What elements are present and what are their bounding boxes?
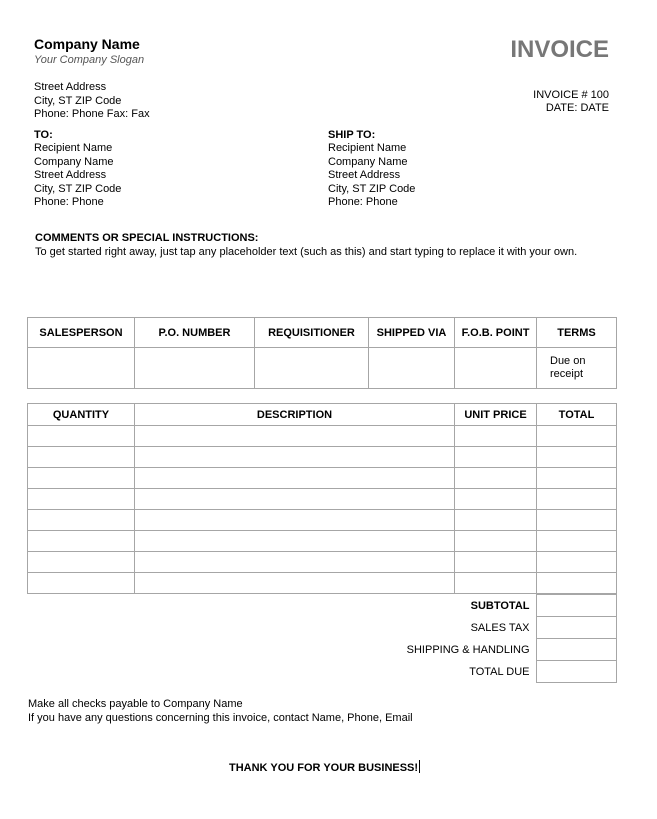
line-total-cell[interactable] <box>537 426 617 447</box>
quantity-cell[interactable] <box>28 468 135 489</box>
salesperson-cell[interactable] <box>28 348 135 389</box>
description-cell[interactable] <box>135 447 455 468</box>
line-total-cell[interactable] <box>537 489 617 510</box>
shipping-value[interactable] <box>536 639 616 661</box>
shipped-via-header: SHIPPED VIA <box>369 318 455 348</box>
terms-line: receipt <box>550 368 584 380</box>
text-cursor <box>419 760 420 773</box>
total-header: TOTAL <box>537 404 617 426</box>
order-info-table <box>27 317 617 389</box>
bill-to-line[interactable]: City, ST ZIP Code <box>34 182 122 195</box>
requisitioner-cell[interactable] <box>255 348 369 389</box>
order-info-header-row <box>28 318 617 348</box>
thank-you-text: THANK YOU FOR YOUR BUSINESS! <box>229 762 419 774</box>
ship-to-block <box>328 129 415 209</box>
description-header: DESCRIPTION <box>135 404 455 426</box>
line-total-cell[interactable] <box>537 573 617 594</box>
line-items-header-row <box>28 404 617 426</box>
line-total-cell[interactable] <box>537 468 617 489</box>
description-cell[interactable] <box>135 489 455 510</box>
terms-header: TERMS <box>537 318 617 348</box>
unit-price-cell[interactable] <box>455 552 537 573</box>
shipped-via-cell[interactable] <box>369 348 455 389</box>
line-items-table <box>27 403 617 594</box>
ship-to-line[interactable]: Street Address <box>328 169 401 182</box>
footer-notes <box>28 698 413 725</box>
totals-table <box>380 594 617 683</box>
ship-to-heading: SHIP TO: <box>328 129 376 141</box>
fob-point-cell[interactable] <box>455 348 537 389</box>
table-row <box>28 468 617 489</box>
invoice-number[interactable]: INVOICE # 100 <box>533 89 609 101</box>
terms-cell[interactable] <box>537 348 617 389</box>
quantity-cell[interactable] <box>28 489 135 510</box>
quantity-cell[interactable] <box>28 573 135 594</box>
bill-to-heading: TO: <box>34 129 53 141</box>
quantity-cell[interactable] <box>28 552 135 573</box>
company-street[interactable]: Street Address <box>34 81 107 93</box>
unit-price-cell[interactable] <box>455 447 537 468</box>
line-total-cell[interactable] <box>537 552 617 573</box>
subtotal-value[interactable] <box>536 595 616 617</box>
unit-price-cell[interactable] <box>455 489 537 510</box>
description-cell[interactable] <box>135 510 455 531</box>
invoice-date[interactable]: DATE: DATE <box>545 102 609 114</box>
quantity-cell[interactable] <box>28 531 135 552</box>
fob-point-header: F.O.B. POINT <box>455 318 537 348</box>
comments-text[interactable]: To get started right away, just tap any placeholder text (such as this) and start typing to replace it with your own. <box>35 246 578 258</box>
unit-price-cell[interactable] <box>455 510 537 531</box>
table-row <box>28 531 617 552</box>
description-cell[interactable] <box>135 573 455 594</box>
shipping-label: SHIPPING & HANDLING <box>406 643 530 656</box>
quantity-cell[interactable] <box>28 426 135 447</box>
sales-tax-label: SALES TAX <box>470 621 530 634</box>
po-number-header: P.O. NUMBER <box>135 318 255 348</box>
table-row <box>28 573 617 594</box>
po-number-cell[interactable] <box>135 348 255 389</box>
table-row <box>28 552 617 573</box>
ship-to-line[interactable]: City, ST ZIP Code <box>328 182 416 195</box>
company-slogan[interactable]: Your Company Slogan <box>34 54 145 66</box>
description-cell[interactable] <box>135 468 455 489</box>
bill-to-block <box>34 129 121 209</box>
ship-to-line[interactable]: Phone: Phone <box>328 196 398 209</box>
unit-price-cell[interactable] <box>455 468 537 489</box>
line-total-cell[interactable] <box>537 510 617 531</box>
shipping-row <box>380 639 616 661</box>
line-total-cell[interactable] <box>537 447 617 468</box>
quantity-cell[interactable] <box>28 510 135 531</box>
bill-to-line[interactable]: Street Address <box>34 169 107 182</box>
bill-to-line[interactable]: Company Name <box>34 155 114 168</box>
total-due-label: TOTAL DUE <box>469 665 530 678</box>
company-address <box>34 81 150 122</box>
total-due-value[interactable] <box>536 661 616 683</box>
requisitioner-header: REQUISITIONER <box>255 318 369 348</box>
line-total-cell[interactable] <box>537 531 617 552</box>
terms-line: Due on <box>550 354 586 367</box>
invoice-meta <box>533 89 609 115</box>
company-name[interactable]: Company Name <box>34 36 140 52</box>
total-due-row <box>380 661 616 683</box>
subtotal-label: SUBTOTAL <box>470 599 530 612</box>
bill-to-line[interactable]: Recipient Name <box>34 142 113 155</box>
table-row <box>28 510 617 531</box>
sales-tax-value[interactable] <box>536 617 616 639</box>
unit-price-cell[interactable] <box>455 573 537 594</box>
ship-to-line[interactable]: Recipient Name <box>328 142 407 155</box>
unit-price-cell[interactable] <box>455 531 537 552</box>
unit-price-cell[interactable] <box>455 426 537 447</box>
table-row <box>28 489 617 510</box>
bill-to-line[interactable]: Phone: Phone <box>34 196 104 209</box>
company-phone[interactable]: Phone: Phone Fax: Fax <box>34 108 150 120</box>
description-cell[interactable] <box>135 552 455 573</box>
description-cell[interactable] <box>135 426 455 447</box>
checks-payable-note[interactable]: Make all checks payable to Company Name <box>28 698 243 710</box>
thank-you-message[interactable] <box>229 760 420 774</box>
quantity-header: QUANTITY <box>28 404 135 426</box>
ship-to-line[interactable]: Company Name <box>328 155 408 168</box>
unit-price-header: UNIT PRICE <box>455 404 537 426</box>
questions-note[interactable]: If you have any questions concerning this invoice, contact Name, Phone, Email <box>28 711 413 724</box>
comments-block <box>35 231 577 259</box>
table-row <box>28 447 617 468</box>
description-cell[interactable] <box>135 531 455 552</box>
salesperson-header: SALESPERSON <box>28 318 135 348</box>
company-city[interactable]: City, ST ZIP Code <box>34 94 122 107</box>
order-info-row <box>28 348 617 389</box>
quantity-cell[interactable] <box>28 447 135 468</box>
sales-tax-row <box>380 617 616 639</box>
invoice-title: INVOICE <box>510 36 609 63</box>
comments-heading: COMMENTS OR SPECIAL INSTRUCTIONS: <box>35 232 259 244</box>
table-row <box>28 426 617 447</box>
subtotal-row <box>380 595 616 617</box>
